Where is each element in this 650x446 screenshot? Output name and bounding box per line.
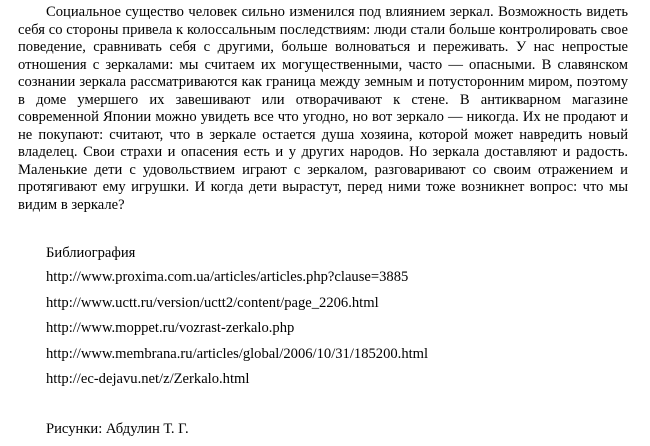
bibliography-item: http://www.proxima.com.ua/articles/articles.php?clause=3885 — [46, 269, 409, 285]
bibliography-heading: Библиография — [46, 245, 136, 261]
bibliography-list — [46, 268, 428, 396]
bibliography-item: http://www.uctt.ru/version/uctt2/content/page_2206.html — [46, 294, 379, 311]
bibliography-item: http://www.membrana.ru/articles/global/2006/10/31/185200.html — [46, 345, 429, 362]
bibliography-item: http://www.moppet.ru/vozrast-zerkalo.php — [46, 320, 295, 336]
body-paragraph: Социальное существо человек сильно изменился под влиянием зеркал. Возможность видеть себя со стороны привела к колоссальным последствиям: люди стали больше контролировать свое поведение, сравнивать себя с другими, больше волноваться и переживать. У нас непростые отношения с зеркалами: мы считаем их могущественными, часто — опасными. В славянском сознании зеркала рассматриваются как граница между земным и потусторонним миром, поэтому в доме умершего их завешивают или отворачивают к стене. В антикварном магазине современной Японии можно увидеть все что угодно, но вот зеркало — никогда. Их не продают и не покупают: считают, что в зеркале остается душа хозяина, которой может навредить новый владелец. Свои страхи и опасения есть и у других народов. Но зеркала доставляют и радость. Маленькие дети с удовольствием играют с зеркалом, разговаривают со своим отражением и протягивают ему игрушки. И когда дети вырастут, перед ними тоже возникнет вопрос: что мы видим в зеркале? — [18, 4, 628, 213]
illustrations-credit: Рисунки: Абдулин Т. Г. — [46, 421, 189, 437]
bibliography-item: http://ec-dejavu.net/z/Zerkalo.html — [46, 371, 250, 387]
